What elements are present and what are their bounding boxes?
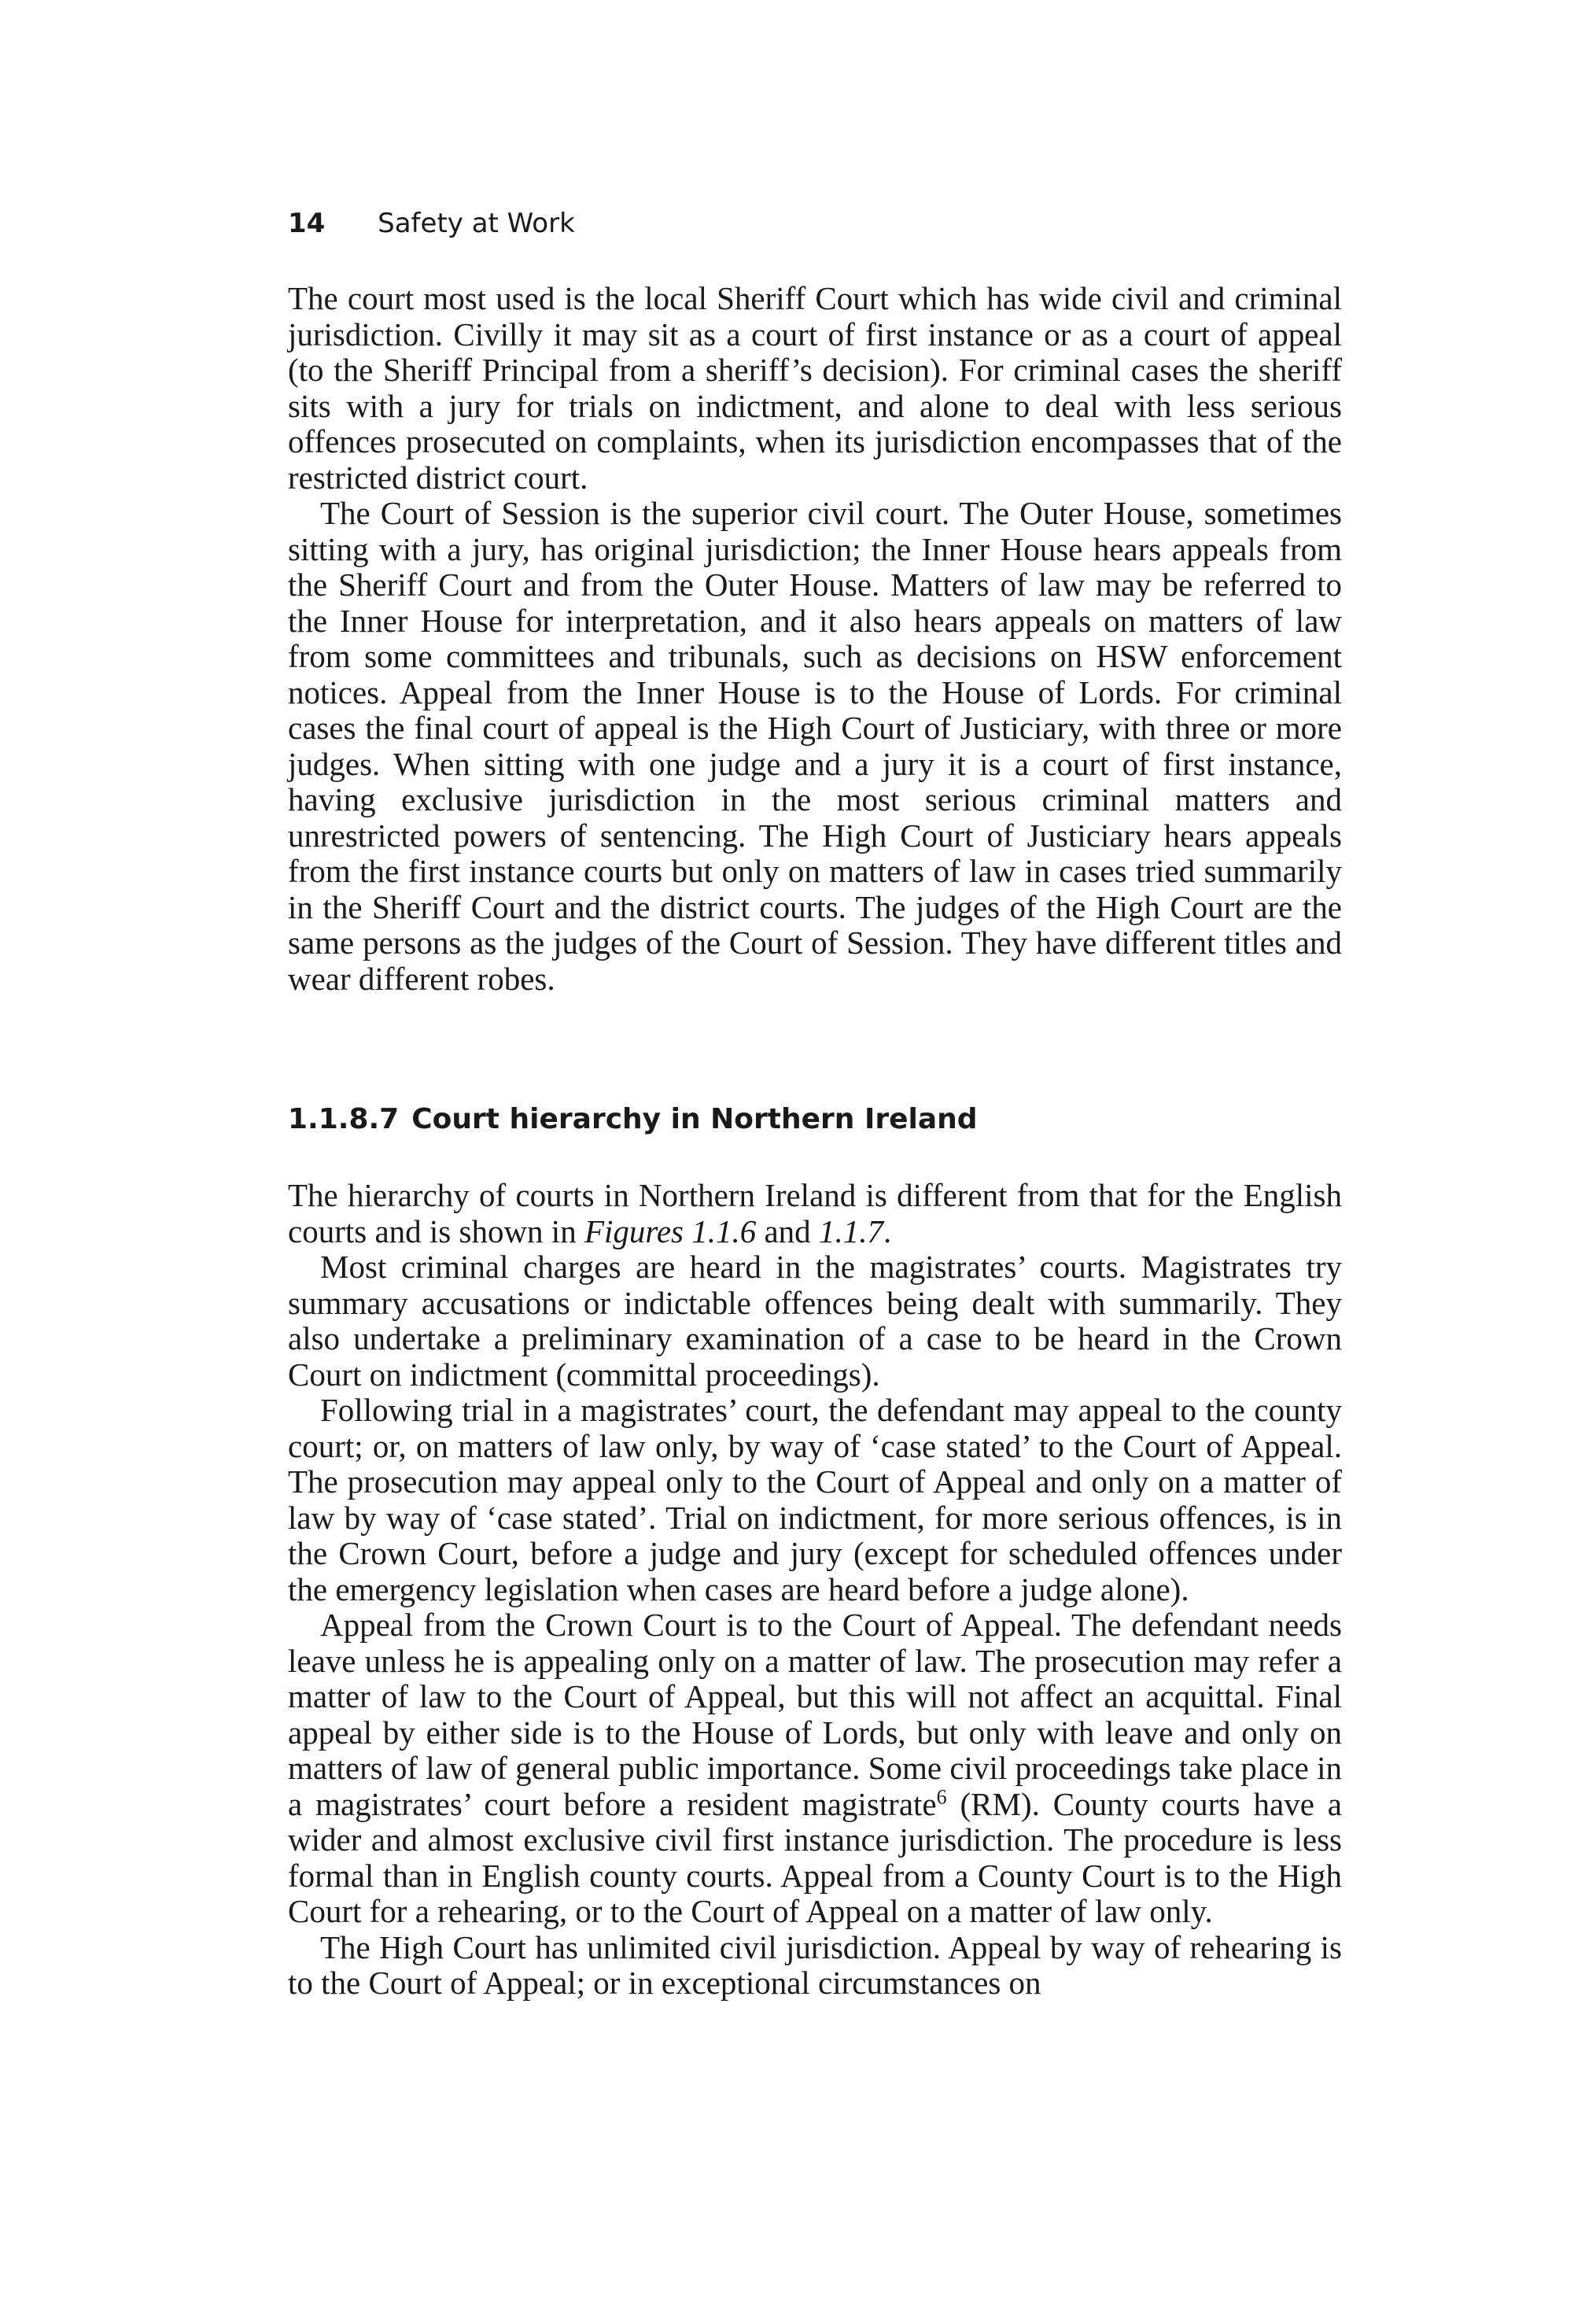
section-heading bbox=[288, 1101, 978, 1138]
scotland-text-block bbox=[288, 281, 1342, 997]
paragraph-court-of-session: The Court of Session is the superior civil court. The Outer House, sometimes sitting with a jury, has original jurisdiction; the Inner House hears appeals from the Sheriff Court and from the Outer House. Matters of law may be referred to the Inner House for interpretation, and it also hears appeals on matters of law from some committees and tribunals, such as decisions on HSW enforcement notices. Appeal from the Inner House is to the House of Lords. For criminal cases the final court of appeal is the High Court of Justiciary, with three or more judges. When sitting with one judge and a jury it is a court of first instance, having exclusive jurisdiction in the most serious criminal matters and unrestricted powers of sentencing. The High Court of Justiciary hears appeals from the first instance courts but only on matters of law in cases tried summarily in the Sheriff Court and the district courts. The judges of the High Court are the same persons as the judges of the Court of Session. They have different titles and wear different robes. bbox=[288, 495, 1342, 997]
page-header bbox=[288, 206, 575, 241]
crown-court-text: Appeal from the Crown Court is to the Court of Appeal. The defendant needs leave unless he is appealing only on a matter of law. The prosecution may refer a matter of law to the Court of Appeal, but this will not affect an acquittal. Final appeal by either side is to the House of Lords, but only with leave and only on matters of law of general public importance. Some civil proceedings take place in a magistrates’ court before a resident magistrate bbox=[288, 1607, 1342, 1822]
section-title: Court hierarchy in Northern Ireland bbox=[411, 1103, 978, 1135]
figure-reference: Figures 1.1.6 bbox=[584, 1212, 757, 1249]
county-court-text: (RM). County courts have a wider and almost exclusive civil first instance jurisdiction. The procedure is less formal than in English county courts. Appeal from a County Court is to the High Court for a rehearing, or to the Court of Appeal on a matter of law only. bbox=[288, 1785, 1343, 1929]
paragraph-hierarchy bbox=[288, 1178, 1342, 1249]
figure-reference: 1.1.7 bbox=[818, 1212, 883, 1249]
paragraph-high-court: The High Court has unlimited civil jurisdiction. Appeal by way of rehearing is to the Court of Appeal; or in exceptional circumstances on bbox=[288, 1928, 1342, 2001]
hierarchy-text: The hierarchy of courts in Northern Ireland is different from that for the English courts and is shown in bbox=[288, 1177, 1342, 1249]
paragraph-magistrates: Most criminal charges are heard in the magistrates’ courts. Magistrates try summary accusations or indictable offences being dealt with summarily. They also undertake a preliminary examination of a case to be heard in the Crown Court on indictment (committal proceedings). bbox=[288, 1249, 1342, 1393]
page-number: 14 bbox=[288, 208, 326, 239]
section-number: 1.1.8.7 bbox=[288, 1103, 400, 1135]
period-text: . bbox=[883, 1212, 892, 1249]
paragraph-crown-court-appeal bbox=[288, 1607, 1342, 1930]
conjunction-text: and bbox=[756, 1212, 819, 1249]
paragraph-trial-appeal: Following trial in a magistrates’ court, the defendant may appeal to the county court; or, on matters of law only, by way of ‘case stated’ to the Court of Appeal. The prosecution may appeal only to the Court of Appeal and only on a matter of law by way of ‘case stated’. Trial on indictment, for more serious offences, is in the Crown Court, before a judge and jury (except for scheduled offences under the emergency legislation when cases are heard before a judge alone). bbox=[288, 1392, 1342, 1607]
running-title: Safety at Work bbox=[378, 208, 575, 239]
paragraph-sheriff-court: The court most used is the local Sheriff Court which has wide civil and criminal jurisdiction. Civilly it may sit as a court of first instance or as a court of appeal (to the Sheriff Principal from a sheriff’s decision). For criminal cases the sheriff sits with a jury for trials on indictment, and alone to deal with less serious offences prosecuted on complaints, when its jurisdiction encompasses that of the restricted district court. bbox=[288, 280, 1342, 496]
northern-ireland-text-block bbox=[288, 1178, 1342, 2002]
footnote-marker: 6 bbox=[936, 1784, 947, 1808]
